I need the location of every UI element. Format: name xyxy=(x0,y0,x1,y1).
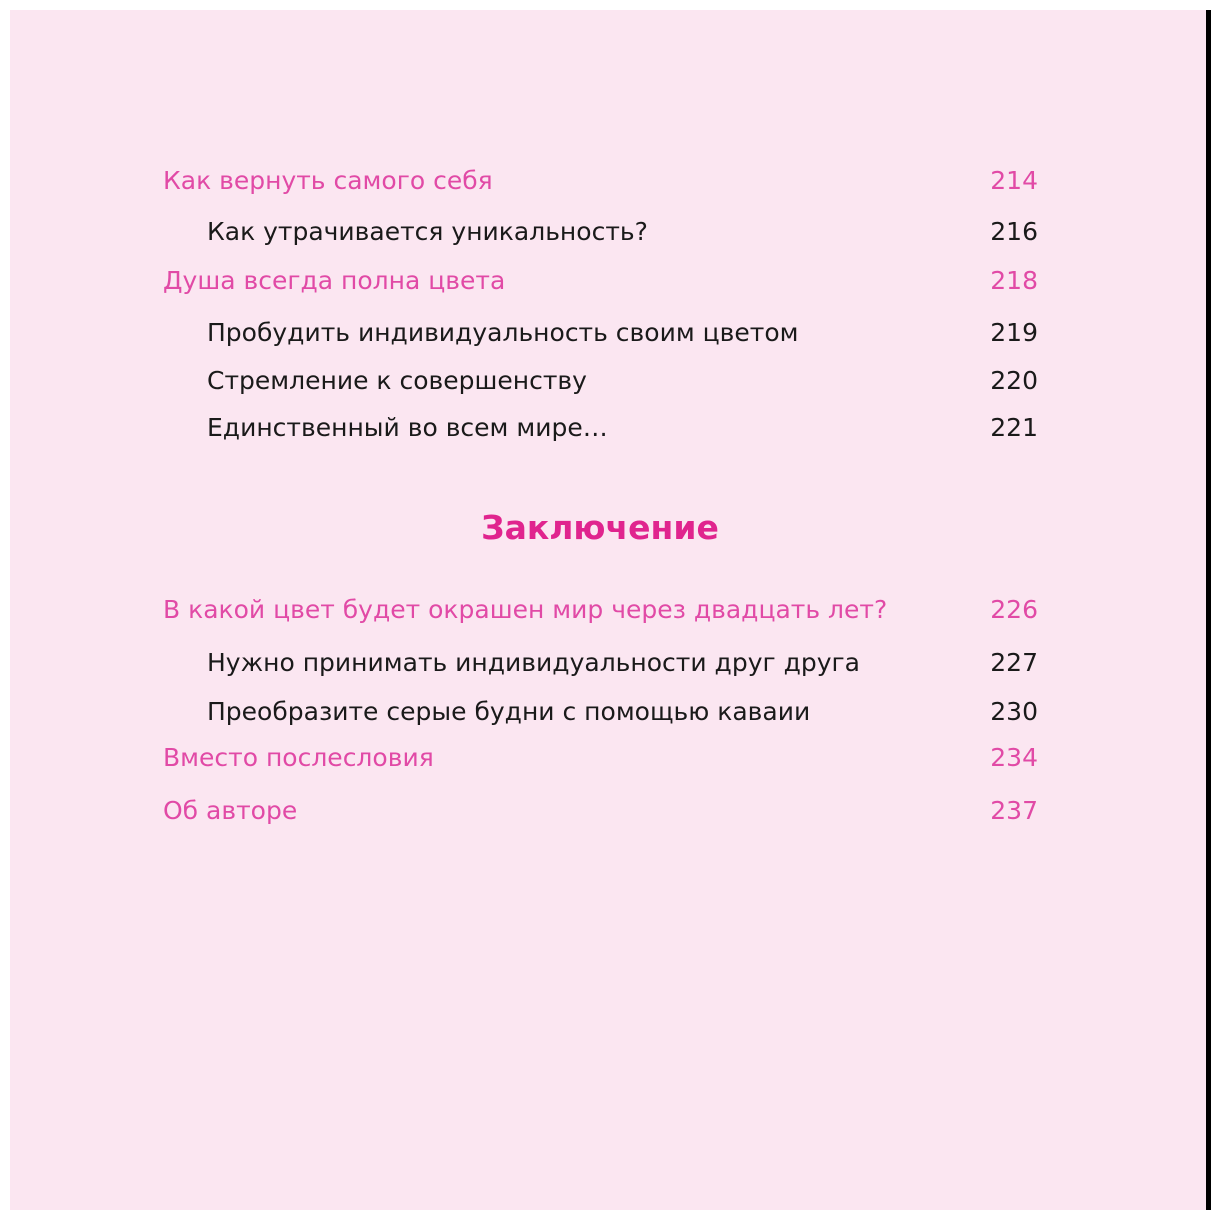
toc-entry-subsection[interactable] xyxy=(10,692,1206,732)
toc-entry-title: Вместо послесловия xyxy=(163,743,434,772)
toc-entry-title: Единственный во всем мире… xyxy=(207,413,608,442)
toc-entry-page: 216 xyxy=(990,217,1038,246)
toc-entry-page: 214 xyxy=(990,166,1038,195)
toc-entry-page: 234 xyxy=(990,743,1038,772)
toc-entry-title: Об авторе xyxy=(163,796,298,825)
toc-entry-page: 218 xyxy=(990,266,1038,295)
toc-entry-subsection[interactable] xyxy=(10,361,1206,401)
toc-entry-title: Пробудить индивидуальность своим цветом xyxy=(207,318,799,347)
toc-entry-chapter[interactable] xyxy=(10,161,1206,201)
toc-entry-chapter[interactable] xyxy=(10,261,1206,301)
toc-entry-title: В какой цвет будет окрашен мир через двадцать лет? xyxy=(163,595,888,624)
toc-entry-subsection[interactable] xyxy=(10,643,1206,683)
toc-entry-page: 220 xyxy=(990,366,1038,395)
toc-entry-subsection[interactable] xyxy=(10,408,1206,448)
toc-entry-page: 227 xyxy=(990,648,1038,677)
toc-entry-page: 226 xyxy=(990,595,1038,624)
toc-entry-chapter[interactable] xyxy=(10,791,1206,831)
toc-entry-page: 230 xyxy=(990,697,1038,726)
toc-entry-page: 221 xyxy=(990,413,1038,442)
toc-entry-subsection[interactable] xyxy=(10,313,1206,353)
toc-entry-title: Нужно принимать индивидуальности друг друга xyxy=(207,648,860,677)
section-heading: Заключение xyxy=(481,508,719,547)
toc-entry-title: Как утрачивается уникальность? xyxy=(207,217,648,246)
toc-entry-chapter[interactable] xyxy=(10,590,1206,630)
page-edge-border xyxy=(1206,10,1211,1210)
toc-entry-title: Душа всегда полна цвета xyxy=(163,266,506,295)
toc-entry-chapter[interactable] xyxy=(10,738,1206,778)
toc-entry-page: 237 xyxy=(990,796,1038,825)
book-page xyxy=(10,10,1206,1210)
toc-entry-title: Стремление к совершенству xyxy=(207,366,587,395)
toc-entry-title: Преобразите серые будни с помощью каваии xyxy=(207,697,811,726)
toc-entry-title: Как вернуть самого себя xyxy=(163,166,493,195)
toc-entry-page: 219 xyxy=(990,318,1038,347)
toc-entry-subsection[interactable] xyxy=(10,212,1206,252)
